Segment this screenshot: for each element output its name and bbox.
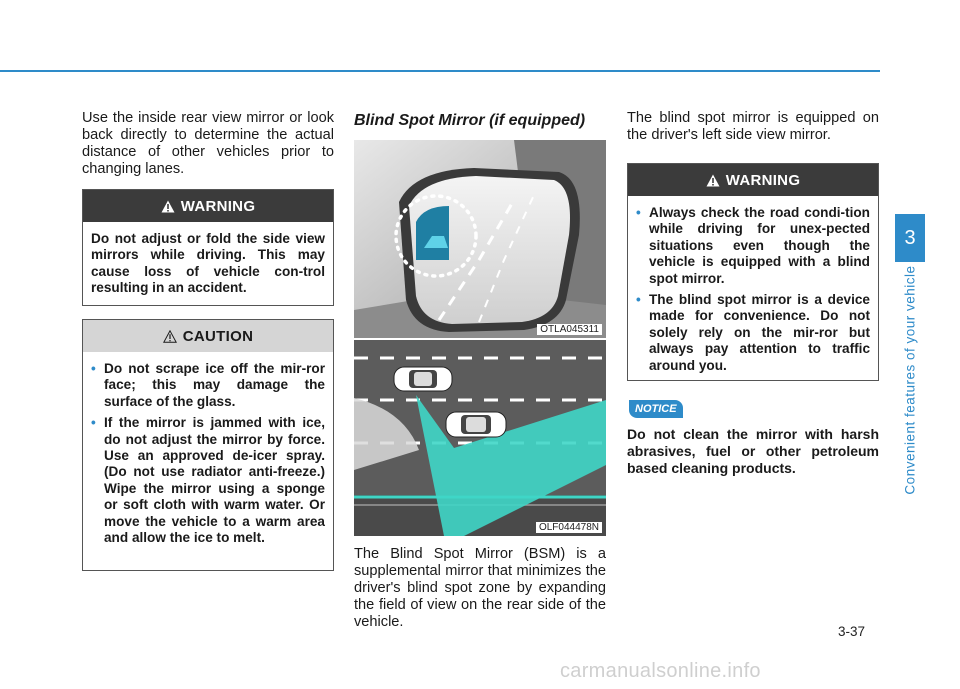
- top-rule: [0, 70, 880, 72]
- warning-box-blind-spot: [627, 163, 879, 381]
- warning-title: WARNING: [725, 171, 801, 189]
- caution-body: [83, 352, 333, 556]
- column-right: [627, 110, 879, 144]
- figure-label: OTLA045311: [537, 324, 602, 335]
- caution-item: • If the mirror is jammed with ice, do not adjust the mirror by force. Use an approved de-icer spray. (Do not use radiator anti-freeze.) Wipe the mirror using a sponge or soft cloth with warm water. Or move the vehicle to a warm area and allow the ice to melt.: [91, 415, 325, 546]
- intro-paragraph: Use the inside rear view mirror or look back directly to determine the actual distance of other vehicles prior to changing lanes.: [82, 110, 334, 177]
- caution-item: • Do not scrape ice off the mir-ror face; this may damage the surface of the glass.: [91, 361, 325, 410]
- warning-header: [628, 164, 878, 196]
- side-mirror-graphic: [354, 140, 606, 338]
- blind-spot-diagram: [354, 340, 606, 536]
- bsm-description-block: [354, 546, 606, 631]
- mirror-illustration: [354, 140, 606, 338]
- warning-text: Do not adjust or fold the side view mirrors while driving. This may cause loss of vehicle con-trol resulting in an accident.: [91, 231, 325, 296]
- caution-header: [83, 320, 333, 352]
- warning-icon: [161, 200, 175, 213]
- notice-block: [627, 426, 879, 477]
- column-middle: [354, 112, 606, 130]
- chapter-title: Convenient features of your vehicle: [902, 265, 918, 495]
- page-number: 3-37: [838, 624, 866, 639]
- warning-header: [83, 190, 333, 222]
- caution-box-ice: [82, 319, 334, 571]
- notice-badge: NOTICE: [629, 400, 683, 418]
- car-rear: [446, 412, 506, 437]
- blind-spot-zone-graphic: [354, 340, 606, 536]
- bsm-description: The Blind Spot Mirror (BSM) is a supplemental mirror that minimizes the driver's blind spot zone by expanding the field of view on the rear side of the vehicle.: [354, 546, 606, 630]
- watermark: carmanualsonline.info: [560, 660, 761, 682]
- warning-body: [628, 196, 878, 384]
- figure-label: OLF044478N: [536, 522, 602, 533]
- column-left: [82, 110, 334, 178]
- warning-box-mirror-adjust: [82, 189, 334, 306]
- caution-icon: [163, 330, 177, 343]
- intro-paragraph: The blind spot mirror is equipped on the driver's left side view mirror.: [627, 110, 879, 143]
- warning-icon: [706, 174, 720, 187]
- warning-item: • Always check the road condi-tion while driving for unex-pected situations even though the vehicle is equipped with a blind spot mirror.: [636, 205, 870, 287]
- notice-text: Do not clean the mirror with harsh abrasives, fuel or other petroleum based cleaning products.: [627, 426, 879, 476]
- warning-title: WARNING: [180, 197, 256, 215]
- warning-item: • The blind spot mirror is a device made for convenience. Do not solely rely on the mir-ror but always pay attention to traffic around you.: [636, 292, 870, 374]
- caution-title: CAUTION: [182, 327, 254, 345]
- section-heading: Blind Spot Mirror (if equipped): [354, 112, 586, 129]
- car-front: [394, 367, 452, 391]
- chapter-tab: 3: [895, 214, 925, 262]
